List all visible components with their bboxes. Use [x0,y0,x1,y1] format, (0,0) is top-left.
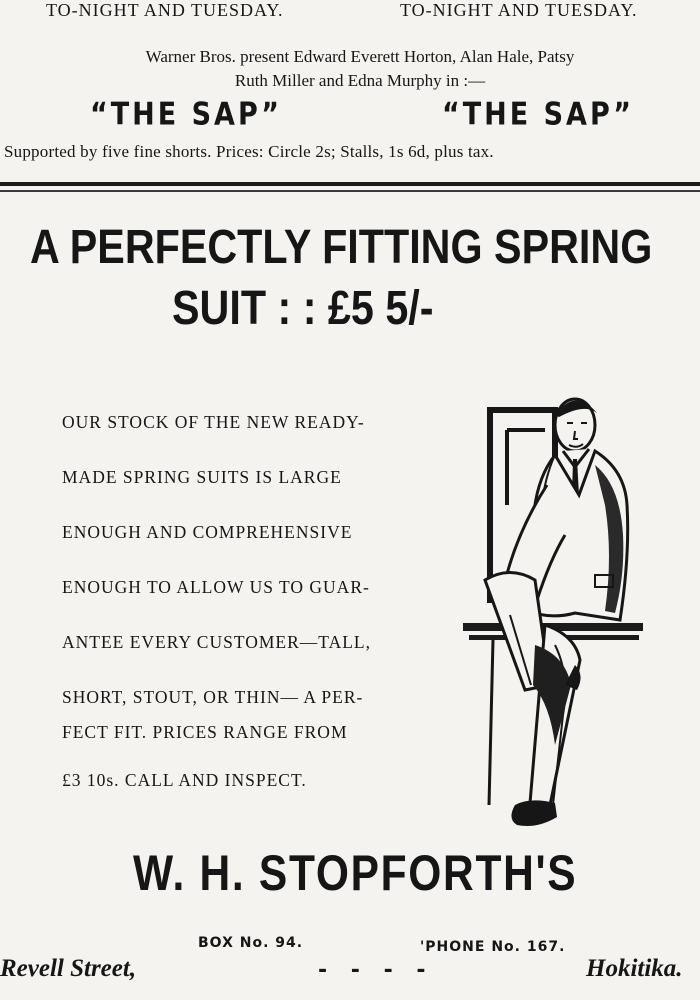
advert-headline-line-2: SUIT : : £5 5/- [172,282,434,335]
body-line: MADE SPRING SUITS IS LARGE [62,467,342,487]
body-line: £3 10s. CALL AND INSPECT. [62,770,307,790]
divider-rule-top [0,182,700,186]
body-line: FECT FIT. PRICES RANGE FROM [62,722,348,742]
seated-man-illustration [455,385,655,840]
street-address: Revell Street, [0,955,137,982]
film-title-left: “THE SAP” [90,96,282,133]
suit-figure-icon [455,385,655,840]
cast-line-2: Ruth Miller and Edna Murphy in :— [234,71,486,90]
phone-number: 'PHONE No. 167. [420,939,566,955]
shop-name: W. H. STOPFORTH'S [133,845,578,901]
support-prices-line: Supported by five fine shorts. Prices: Circle 2s; Stalls, 1s 6d, plus tax. [4,142,494,161]
divider-rule-bottom [0,190,700,192]
body-line: SHORT, STOUT, OR THIN— A PER- [62,687,364,707]
box-number: BOX No. 94. [198,935,304,951]
body-line: ENOUGH AND COMPREHENSIVE [62,522,353,542]
body-line: ANTEE EVERY CUSTOMER—TALL, [62,632,371,652]
body-line: ENOUGH TO ALLOW US TO GUAR- [62,577,370,597]
cast-line-1: Warner Bros. present Edward Everett Horton, Alan Hale, Patsy [145,47,575,66]
advert-headline-line-1: A PERFECTLY FITTING SPRING [30,221,653,274]
film-title-right: “THE SAP” [442,96,634,133]
town-name: Hokitika. [586,955,683,982]
body-line: OUR STOCK OF THE NEW READY- [62,412,365,432]
cinema-notice-left: TO-NIGHT AND TUESDAY. [46,0,284,20]
cinema-notice-right: TO-NIGHT AND TUESDAY. [400,0,638,20]
address-dashes: - - - - [318,958,434,983]
